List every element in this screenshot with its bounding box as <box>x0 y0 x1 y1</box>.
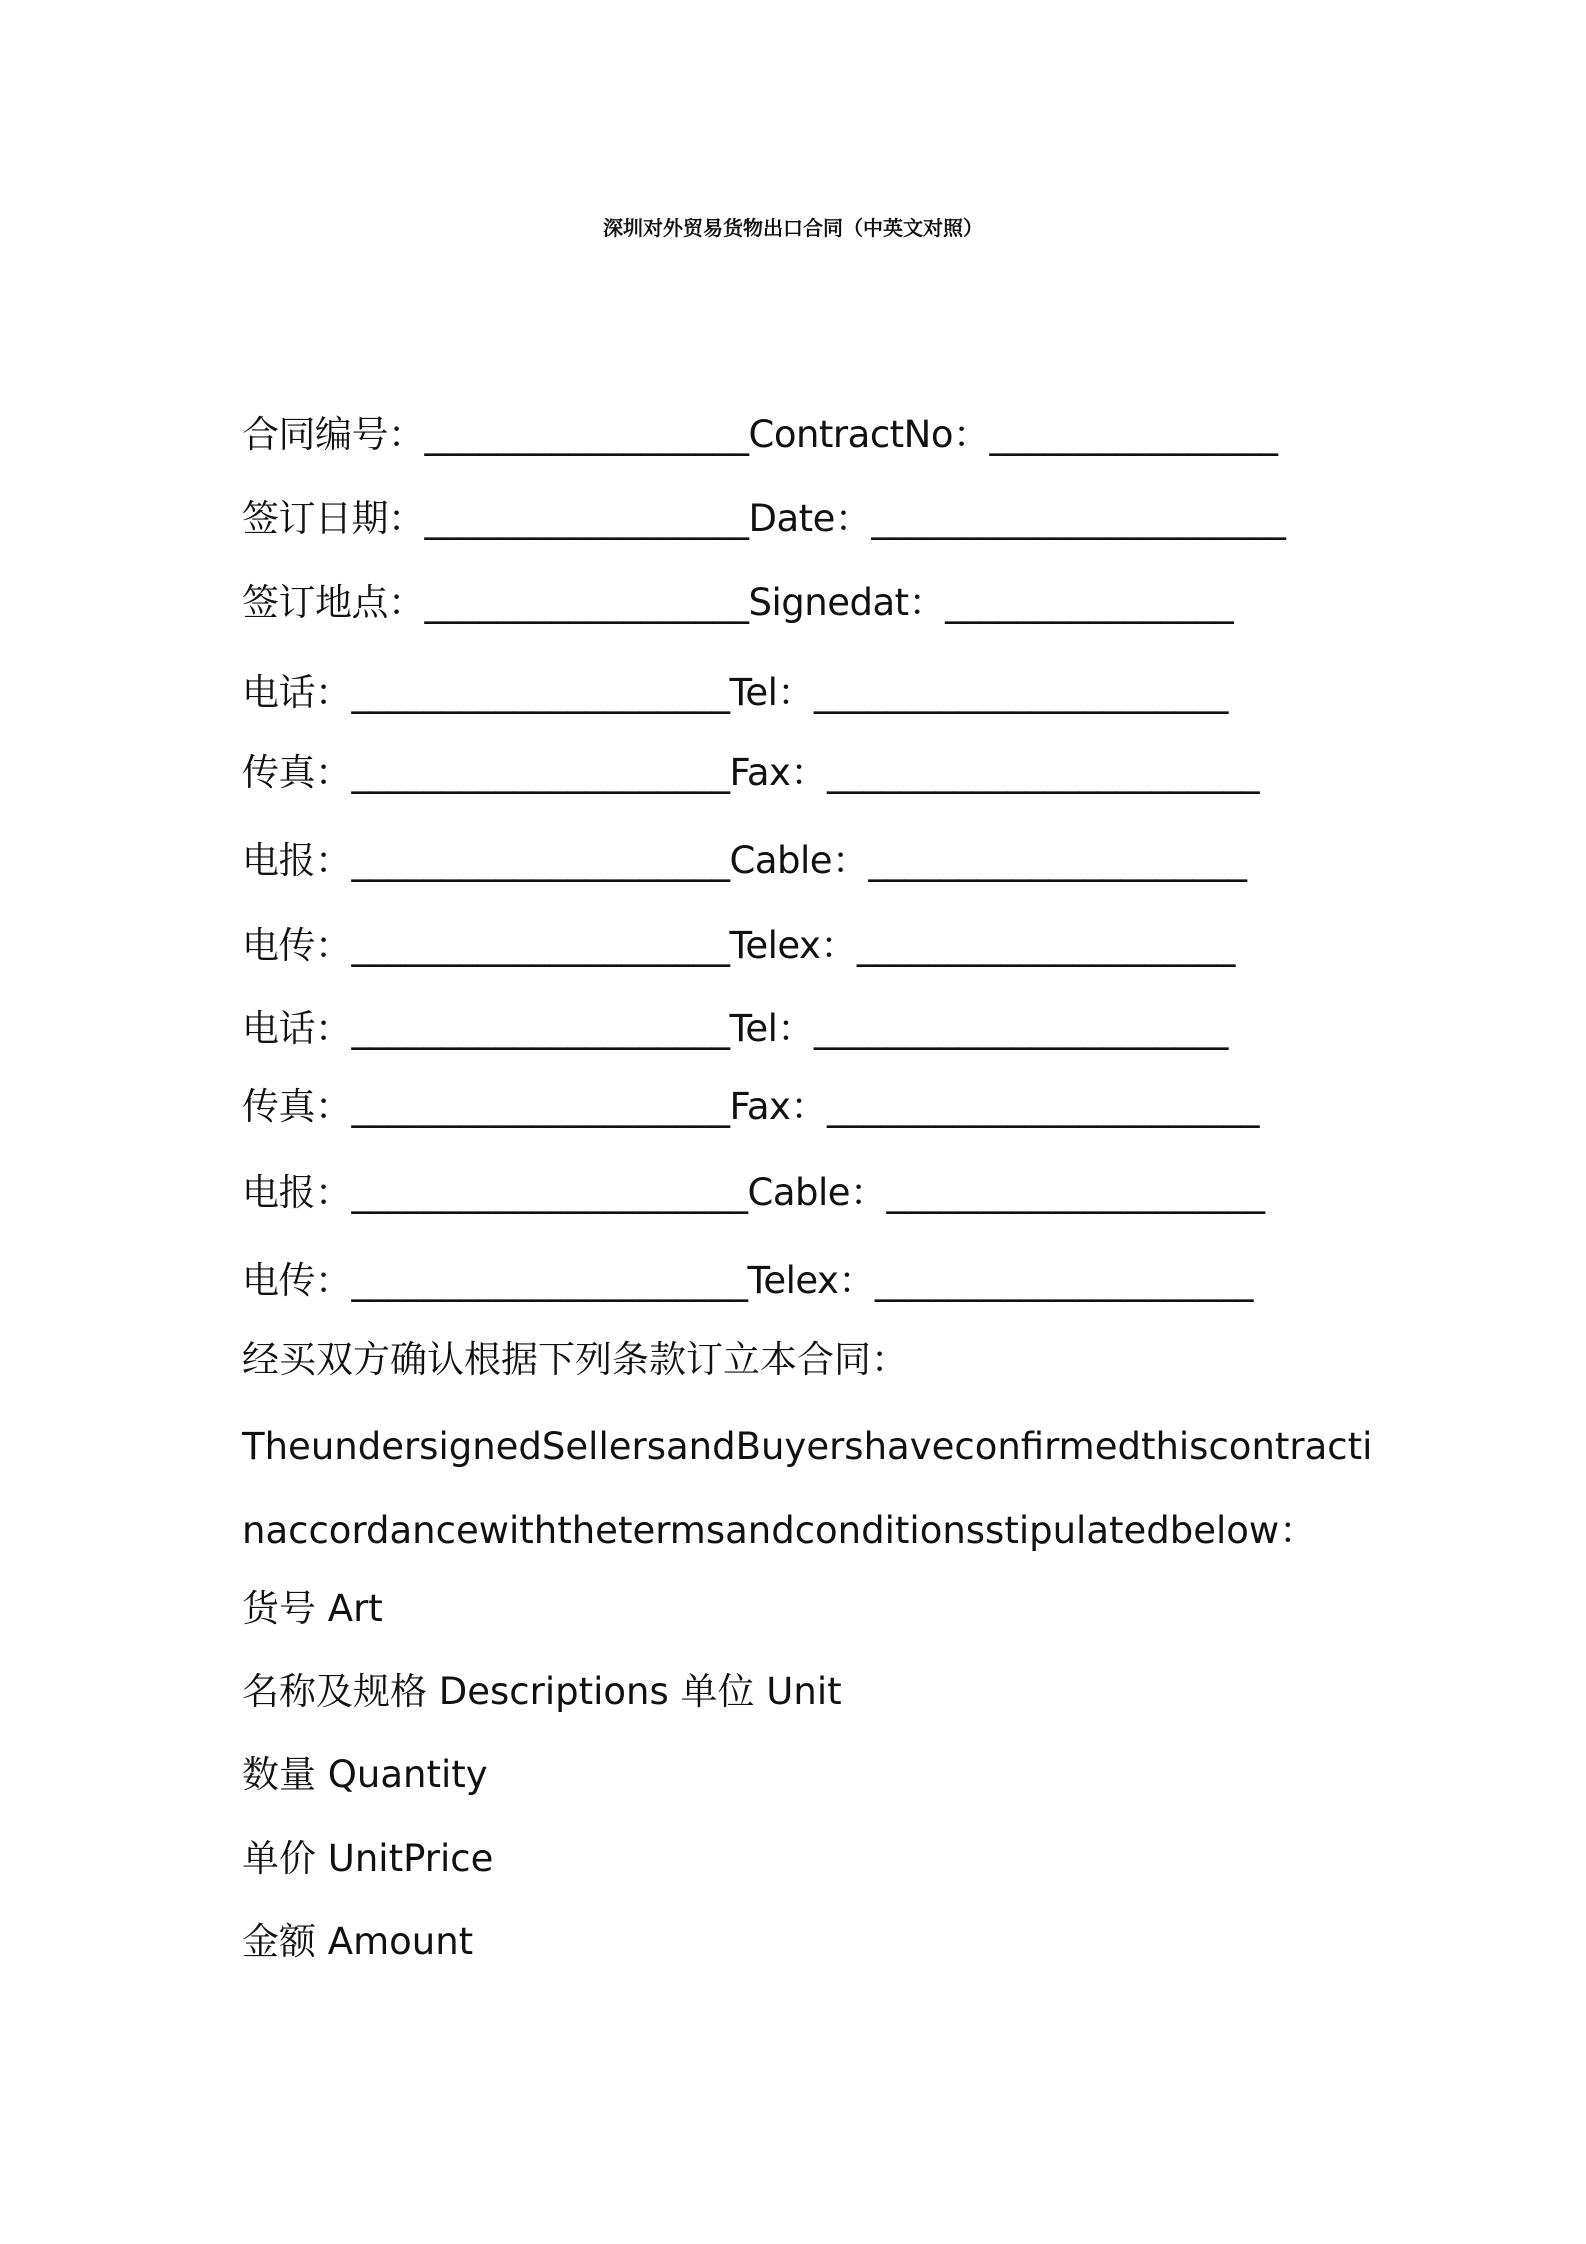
field-buyer-telex: 电传：______________________Telex：_____________________ <box>242 1259 1253 1302</box>
document-title: 深圳对外贸易货物出口合同（中英文对照） <box>603 216 983 240</box>
field-sign-date: 签订日期：__________________Date：_______________________ <box>242 497 1286 540</box>
field-seller-fax: 传真：_____________________Fax：________________________ <box>242 751 1259 794</box>
item-amount: 金额 Amount <box>242 1920 474 1963</box>
item-descriptions-unit: 名称及规格 Descriptions 单位 Unit <box>242 1670 842 1713</box>
english-intro-line-2: naccordancewiththetermsandconditionsstipulatedbelow： <box>242 1509 1317 1552</box>
english-intro-line-1: TheundersignedSellersandBuyershaveconfirmedthiscontracti <box>242 1425 1373 1468</box>
field-seller-telex: 电传：_____________________Telex：_____________________ <box>242 924 1235 967</box>
item-art: 货号 Art <box>242 1587 383 1630</box>
item-unit-price: 单价 UnitPrice <box>242 1837 494 1880</box>
field-buyer-tel: 电话：_____________________Tel：_______________________ <box>242 1007 1228 1050</box>
field-buyer-cable: 电报：______________________Cable：_____________________ <box>242 1171 1265 1214</box>
field-contract-no: 合同编号：__________________ContractNo：________________ <box>242 413 1278 456</box>
field-seller-cable: 电报：_____________________Cable：_____________________ <box>242 839 1247 882</box>
field-seller-tel: 电话：_____________________Tel：_______________________ <box>242 671 1228 714</box>
field-sign-place: 签订地点：__________________Signedat：________________ <box>242 581 1234 624</box>
intro-text: 经买双方确认根据下列条款订立本合同： <box>242 1338 908 1381</box>
field-buyer-fax: 传真：_____________________Fax：________________________ <box>242 1085 1259 1128</box>
item-quantity: 数量 Quantity <box>242 1753 488 1796</box>
